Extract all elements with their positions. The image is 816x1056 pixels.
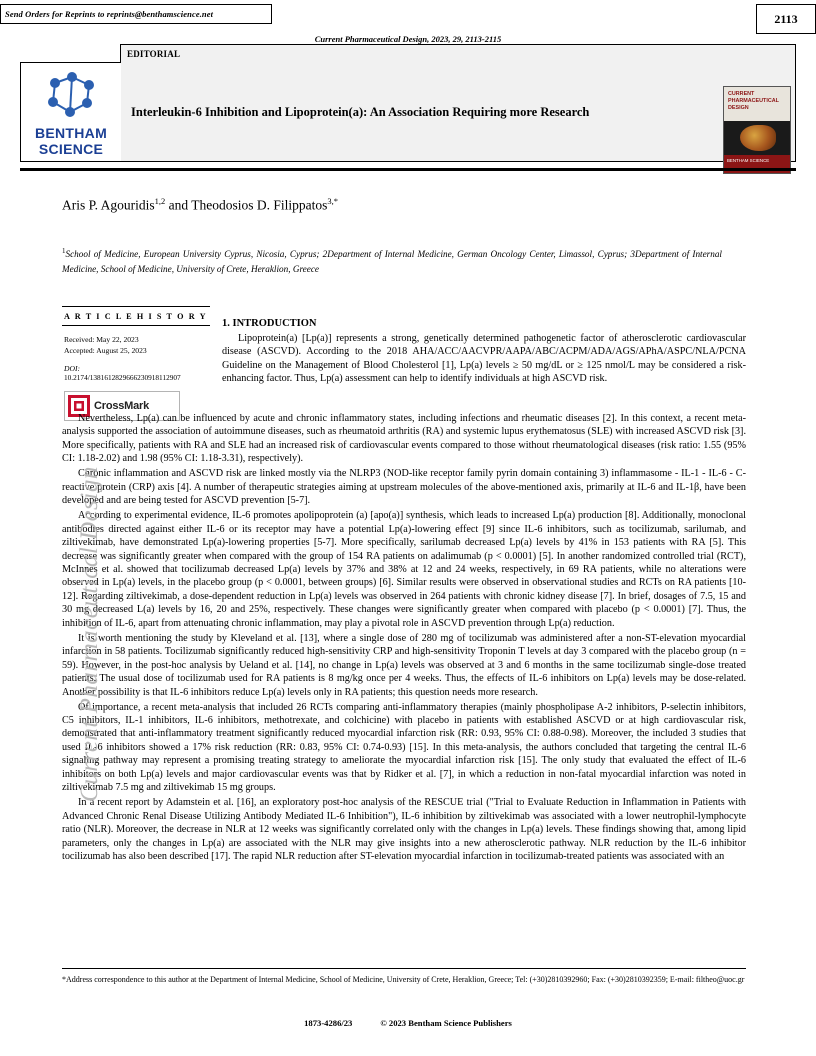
body-text [62, 412, 746, 865]
body-paragraph: It is worth mentioning the study by Kleveland et al. [13], where a single dose of 280 mg of tocilizumab was administered after a non-ST-elevation myocardial infarction in 58 patients. Tocilizumab significantly reduced high-sensitivity CRP and high-sensitivity Troponin T levels at day 3 compared with the placebo group (n = 59). However, in the post-hoc analysis by Ueland et al. [14], no change in Lp(a) levels was observed at 3 and 6 months in the same tocilizumab single-dose treated patients. The usual dose of tocilizumab used for RA patients is 8 mg/kg once per 4 weeks. Thus, the effects of IL-6 inhibitors on Lp(a) levels may be dose-related. Another possibility is that IL-6 inhibitors reduce Lp(a) levels only in RA patients; this question needs more research. [62, 632, 746, 698]
footer-bar [0, 1018, 816, 1028]
copyright-text: © 2023 Bentham Science Publishers [380, 1018, 512, 1028]
article-accepted-date: Accepted: August 25, 2023 [64, 346, 147, 355]
editorial-label: EDITORIAL [127, 48, 181, 59]
introduction-heading: 1. INTRODUCTION [222, 318, 317, 329]
crossmark-label: CrossMark [94, 400, 150, 412]
reprint-order-bar [0, 4, 272, 24]
author-line [62, 196, 762, 214]
article-title: Interleukin-6 Inhibition and Lipoprotein(a): An Association Requiring more Research [131, 105, 590, 119]
author-1-name: Aris P. Agouridis [62, 197, 155, 213]
affiliations [62, 244, 722, 277]
page-number: 2113 [774, 11, 798, 26]
journal-citation-line: Current Pharmaceutical Design, 2023, 29, 2113-2115 [314, 34, 502, 44]
footer-divider [62, 968, 746, 969]
publisher-logo-line2: SCIENCE [38, 141, 104, 157]
header-divider [20, 168, 796, 171]
title-box [120, 62, 796, 162]
author-2-name: and Theodosios D. Filippatos [165, 197, 328, 213]
affiliations-text: School of Medicine, European University Cyprus, Nicosia, Cyprus; 2Department of Internal Medicine, German Oncology Center, Limassol, Cyprus; 3Department of Internal Medicine, School of Medicine, University of Crete, Heraklion, Greece [62, 249, 722, 275]
article-history-title: A R T I C L E H I S T O R Y [64, 312, 208, 321]
publisher-logo-line1: BENTHAM [34, 125, 108, 141]
body-paragraph: Chronic inflammation and ASCVD risk are linked mostly via the NLRP3 (NOD-like receptor family pyrin domain containing 3) inflammasome - IL-1 - IL-6 - C-reactive protein (CRP) axis [4]. A number of therapeutic strategies aiming at upstream molecules of the above-mentioned axis, primarily at IL-6 and IL-1β, have been developed and are being tested for ASCVD prevention [5-7]. [62, 468, 746, 507]
doi-value[interactable]: 10.2174/1381612829666230918112907 [64, 373, 181, 382]
page-number-box [756, 4, 816, 34]
body-paragraph: According to experimental evidence, IL-6 promotes apolipoprotein (a) [apo(a)] synthesis, which leads to increased Lp(a) production [8]. Additionally, monoclonal antibodies directed against either IL-6 or its receptor may have a potential Lp(a)-lowering effect [9] since IL-6 inhibitors, such as tocilizumab, sarilumab, and ziltivekimab, have demonstrated Lp(a)-lowering properties [5-7]. More specifically, sarilumab decreased Lp(a) levels by 41% in 153 patients with RA [5]. This decrease was significantly greater when compared with the group of 154 RA patients on adalimumab (p < 0.0001) [5]. In another randomized controlled trial (RCT), McInnes et al. showed that tocilizumab decreased Lp(a) levels by 37% and 38% at 12 and 24 weeks, respectively, in 69 RA patients, while no alterations were observed in Lp(a) levels, in the placebo group (p < 0.0001, between groups) [6]. Similar results were observed in observational studies and RCTs on RA patients [10-12]. Regarding ziltivekimab, a dose-dependent reduction in Lp(a) levels was observed in 264 patients with chronic kidney disease [7]. In brief, dosages of 7.5, 15 and 30 mg decreased L(a) levels by 16, 20 and 25%, respectively. These changes were significantly greater when compared with placebo (p < 0.0001) [7]. Thus, the inhibition of IL-6, apart from attenuating chronic inflammation, may play a pivotal role in ASCVD prevention through Lp(a) reduction. [62, 510, 746, 629]
article-history-block [62, 306, 210, 421]
correspondence-note: *Address correspondence to this author at the Department of Internal Medicine, School of Medicine, University of Crete, Heraklion, Greece; Tel: (+30)2810392960; Fax: (+30)2810392359; E-mail: filtheo@uoc.gr [62, 975, 745, 984]
issn-text: 1873-4286/23 [304, 1018, 353, 1028]
article-header-block [20, 44, 796, 162]
body-paragraph: Nevertheless, Lp(a) can be influenced by acute and chronic inflammatory states, including infections and rheumatic diseases [2]. In this context, a recent meta-analysis supported the association of autoimmune diseases, such as rheumatoid arthritis (RA) and systemic lupus erythematosus (SLE) with increased ASCVD risk [3]. More specifically, patients with RA and SLE had an increased risk of cardiovascular events compared to those without rheumatological diseases (risk ratio: 1.55 (95% CI: 1.18-2.02) and 1.98 (95% CI: 1.18-3.31), respectively). [62, 413, 746, 465]
molecule-icon [37, 71, 107, 123]
body-paragraph: In a recent report by Adamstein et al. [16], an exploratory post-hoc analysis of the RESCUE trial ("Trial to Evaluate Reduction in Inflammation in Patients with Advanced Chronic Renal Disease Utilizing Antibody Mediated IL-6 Inhibition"), IL-6 inhibition by ziltivekimab was associated with a lower neutrophil-lymphocyte ratio (NLR). Moreover, the decrease in NLR at 12 weeks was significantly correlated only with the changes in Lp(a) levels. These findings showing that, among lipid parameters, only the changes in Lp(a) are associated with the NLR may give insights into a new atherosclerotic pathway. NLR reduction by the IL-6 inhibitor tocilizumab has also been described [17]. The rapid NLR reduction after ST-elevation myocardial infarction in tocilizumab-treated patients was associated with an [62, 797, 746, 862]
publisher-logo-text [21, 125, 121, 157]
cover-artwork [740, 125, 776, 151]
article-history-rule-bottom [62, 325, 210, 326]
affiliation-marker-1: 1 [62, 247, 66, 255]
introduction-paragraph: Lipoprotein(a) [Lp(a)] represents a strong, genetically determined pathogenetic factor of atherosclerotic cardiovascular disease (ASCVD). According to the 2018 AHA/ACC/AACVPR/AAPA/ABC/ACPM/ADA/AGS/APhA/ASPC/NLA/PCNA Guideline on the Management of Blood Cholesterol [1], Lp(a) levels ≥ 50 mg/dL or ≥ 125 nmol/L may be considered a risk-enhancing factor. Thus, Lp(a) assessment can help to identify individuals at high ASCVD risk. [222, 333, 746, 385]
reprint-notice-text: Send Orders for Reprints to reprints@benthamscience.net [5, 9, 214, 19]
introduction-section [222, 318, 746, 386]
doi-label: DOI: [64, 364, 81, 373]
cover-top-band [724, 87, 790, 121]
author-1-affil-marker: 1,2 [154, 196, 166, 206]
editorial-label-box [120, 44, 796, 62]
cover-footer-text: BENTHAM SCIENCE [727, 158, 770, 163]
vertical-journal-title: Current Pharmaceutical Design [76, 466, 103, 802]
body-paragraph: Of importance, a recent meta-analysis that included 26 RCTs comparing anti-inflammatory therapies (mainly phospholipase A-2 inhibitors, P-selectin inhibitors, C5 inhibitors, IL-1 inhibitors, IL-6 inhibitors, methotrexate, and colchicine) with placebo in patients with established ASCVD or at high cardiovascular risk, demonstrated that anti-inflammatory treatment significantly reduced myocardial infarction risk (RR: 0.93, 95% CI: 0.88-0.98). Moreover, the included 3 studies that used IL-6 inhibitors showed a 17% risk reduction (RR: 0.83, 95% CI: 0.74-0.93) [15]. In this meta-analysis, the authors concluded that targeting the central IL-6 signaling pathway may represent a promising treating strategy to ameliorate the myocardial infarction risk [15]. The only study that evaluated the effect of IL-6 inhibitors on both Lp(a) levels and major cardiovascular events was that by Ridker et al. [7], in which a reduction in non-fatal myocardial infarction was noted in ziltivekimab 7.5 mg and ziltivekimab 15 mg groups. [62, 701, 746, 794]
author-2-affil-marker: 3,* [327, 196, 339, 206]
publisher-logo-box [20, 62, 121, 162]
journal-cover-thumbnail [723, 86, 791, 174]
cover-bottom-band [724, 155, 790, 174]
cover-title-text: CURRENT PHARMACEUTICAL DESIGN [728, 91, 779, 111]
article-received-date: Received: May 22, 2023 [64, 335, 139, 344]
